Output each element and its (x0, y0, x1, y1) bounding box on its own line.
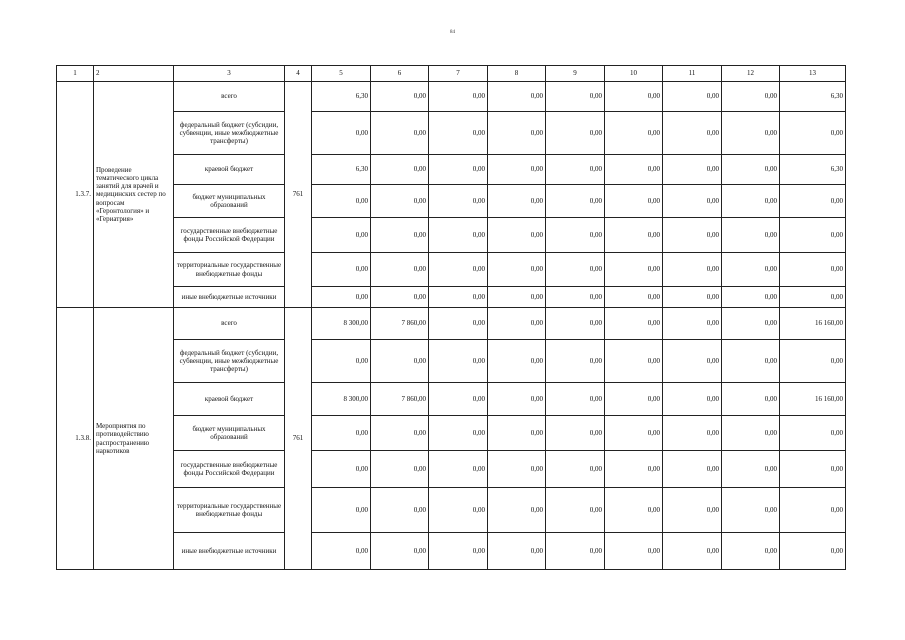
item-code: 1.3.8. (57, 308, 94, 570)
value-cell: 0,00 (488, 416, 546, 451)
value-cell: 0,00 (663, 155, 722, 185)
value-cell: 0,00 (663, 185, 722, 218)
value-cell: 0,00 (780, 451, 846, 488)
value-cell: 0,00 (371, 340, 429, 383)
funding-source: бюджет муниципальных образований (174, 185, 285, 218)
value-cell: 0,00 (371, 112, 429, 155)
table-row (57, 383, 846, 416)
value-cell: 0,00 (722, 383, 780, 416)
value-cell: 0,00 (663, 533, 722, 570)
value-cell: 0,00 (488, 308, 546, 340)
funding-source: государственные внебюджетные фонды Российской Федерации (174, 218, 285, 253)
value-cell: 0,00 (429, 488, 488, 533)
value-cell: 0,00 (371, 218, 429, 253)
table-row (57, 155, 846, 185)
value-cell: 0,00 (780, 112, 846, 155)
value-cell: 0,00 (371, 488, 429, 533)
funding-source: территориальные государственные внебюджетные фонды (174, 253, 285, 287)
value-cell: 0,00 (780, 253, 846, 287)
value-cell: 0,00 (312, 218, 371, 253)
value-cell: 8 300,00 (312, 308, 371, 340)
value-cell: 0,00 (605, 218, 663, 253)
funding-source: всего (174, 308, 285, 340)
funding-source: иные внебюджетные источники (174, 287, 285, 308)
value-cell: 0,00 (605, 308, 663, 340)
header-cell: 7 (429, 66, 488, 82)
value-cell: 0,00 (722, 155, 780, 185)
value-cell: 0,00 (546, 340, 605, 383)
value-cell: 7 860,00 (371, 383, 429, 416)
header-cell: 6 (371, 66, 429, 82)
value-cell: 0,00 (546, 308, 605, 340)
funding-source: федеральный бюджет (субсидии, субвенции, иные межбюджетные трансферты) (174, 112, 285, 155)
item-name: Мероприятия по противодействию распространению наркотиков (94, 308, 174, 570)
value-cell: 0,00 (663, 253, 722, 287)
value-cell: 0,00 (663, 383, 722, 416)
value-cell: 0,00 (488, 218, 546, 253)
funding-source: территориальные государственные внебюджетные фонды (174, 488, 285, 533)
value-cell: 0,00 (663, 287, 722, 308)
value-cell: 0,00 (605, 287, 663, 308)
value-cell: 0,00 (546, 451, 605, 488)
value-cell: 0,00 (722, 308, 780, 340)
value-cell: 16 160,00 (780, 383, 846, 416)
value-cell: 0,00 (546, 533, 605, 570)
value-cell: 0,00 (722, 82, 780, 112)
header-cell: 1 (57, 66, 94, 82)
value-cell: 0,00 (312, 253, 371, 287)
value-cell: 0,00 (312, 112, 371, 155)
value-cell: 0,00 (312, 185, 371, 218)
table-row (57, 82, 846, 112)
funding-source: федеральный бюджет (субсидии, субвенции, иные межбюджетные трансферты) (174, 340, 285, 383)
value-cell: 0,00 (429, 112, 488, 155)
value-cell: 0,00 (722, 340, 780, 383)
value-cell: 0,00 (663, 112, 722, 155)
value-cell: 0,00 (546, 383, 605, 416)
item-name: Проведение тематического цикла занятий для врачей и медицинских сестер по вопросам «Геронтология» и «Гериатрия» (94, 82, 174, 308)
value-cell: 0,00 (371, 253, 429, 287)
value-cell: 0,00 (488, 185, 546, 218)
value-cell: 0,00 (429, 533, 488, 570)
header-cell: 3 (174, 66, 285, 82)
value-cell: 0,00 (663, 218, 722, 253)
value-cell: 0,00 (429, 383, 488, 416)
value-cell: 0,00 (371, 185, 429, 218)
value-cell: 0,00 (605, 340, 663, 383)
value-cell: 0,00 (722, 112, 780, 155)
value-cell: 0,00 (722, 451, 780, 488)
funding-source: краевой бюджет (174, 155, 285, 185)
header-cell: 12 (722, 66, 780, 82)
value-cell: 0,00 (722, 416, 780, 451)
value-cell: 0,00 (605, 451, 663, 488)
item-kod: 761 (285, 82, 312, 308)
header-cell: 8 (488, 66, 546, 82)
value-cell: 0,00 (722, 287, 780, 308)
value-cell: 0,00 (722, 253, 780, 287)
value-cell: 0,00 (722, 185, 780, 218)
value-cell: 0,00 (722, 218, 780, 253)
value-cell: 0,00 (312, 287, 371, 308)
value-cell: 0,00 (663, 488, 722, 533)
value-cell: 0,00 (312, 451, 371, 488)
value-cell: 0,00 (429, 218, 488, 253)
value-cell: 0,00 (371, 287, 429, 308)
value-cell: 6,30 (312, 155, 371, 185)
value-cell: 6,30 (780, 82, 846, 112)
value-cell: 0,00 (546, 185, 605, 218)
value-cell: 0,00 (780, 185, 846, 218)
table-row (57, 340, 846, 383)
value-cell: 0,00 (488, 451, 546, 488)
item-code: 1.3.7. (57, 82, 94, 308)
funding-source: краевой бюджет (174, 383, 285, 416)
value-cell: 0,00 (605, 383, 663, 416)
table-row (57, 416, 846, 451)
value-cell: 0,00 (546, 155, 605, 185)
value-cell: 0,00 (546, 253, 605, 287)
table-row (57, 218, 846, 253)
value-cell: 0,00 (429, 82, 488, 112)
value-cell: 0,00 (605, 82, 663, 112)
value-cell: 0,00 (546, 82, 605, 112)
value-cell: 0,00 (371, 155, 429, 185)
value-cell: 0,00 (371, 416, 429, 451)
funding-source: иные внебюджетные источники (174, 533, 285, 570)
value-cell: 0,00 (663, 340, 722, 383)
value-cell: 0,00 (429, 308, 488, 340)
header-cell: 9 (546, 66, 605, 82)
value-cell: 0,00 (488, 155, 546, 185)
value-cell: 0,00 (546, 218, 605, 253)
table-row (57, 287, 846, 308)
value-cell: 0,00 (780, 488, 846, 533)
value-cell: 0,00 (312, 488, 371, 533)
value-cell: 0,00 (546, 488, 605, 533)
value-cell: 0,00 (429, 451, 488, 488)
value-cell: 6,30 (780, 155, 846, 185)
value-cell: 0,00 (605, 253, 663, 287)
budget-table (56, 65, 846, 570)
value-cell: 0,00 (605, 155, 663, 185)
value-cell: 8 300,00 (312, 383, 371, 416)
value-cell: 0,00 (780, 287, 846, 308)
funding-source: всего (174, 82, 285, 112)
table-row (57, 451, 846, 488)
value-cell: 0,00 (722, 533, 780, 570)
value-cell: 0,00 (546, 112, 605, 155)
value-cell: 0,00 (663, 416, 722, 451)
value-cell: 0,00 (371, 82, 429, 112)
value-cell: 0,00 (546, 416, 605, 451)
header-cell: 5 (312, 66, 371, 82)
page-number: 84 (450, 30, 455, 35)
value-cell: 0,00 (312, 340, 371, 383)
value-cell: 7 860,00 (371, 308, 429, 340)
value-cell: 0,00 (780, 533, 846, 570)
value-cell: 0,00 (546, 287, 605, 308)
header-cell: 10 (605, 66, 663, 82)
table-row (57, 488, 846, 533)
value-cell: 0,00 (605, 112, 663, 155)
value-cell: 0,00 (429, 185, 488, 218)
value-cell: 0,00 (429, 340, 488, 383)
value-cell: 0,00 (312, 416, 371, 451)
value-cell: 0,00 (488, 253, 546, 287)
value-cell: 0,00 (722, 488, 780, 533)
value-cell: 0,00 (488, 82, 546, 112)
funding-source: государственные внебюджетные фонды Российской Федерации (174, 451, 285, 488)
value-cell: 0,00 (488, 340, 546, 383)
header-cell: 13 (780, 66, 846, 82)
value-cell: 0,00 (488, 533, 546, 570)
value-cell: 0,00 (429, 155, 488, 185)
item-kod: 761 (285, 308, 312, 570)
value-cell: 0,00 (605, 488, 663, 533)
value-cell: 0,00 (488, 112, 546, 155)
header-cell: 11 (663, 66, 722, 82)
value-cell: 0,00 (780, 218, 846, 253)
value-cell: 0,00 (663, 451, 722, 488)
value-cell: 0,00 (780, 416, 846, 451)
value-cell: 16 160,00 (780, 308, 846, 340)
value-cell: 0,00 (605, 533, 663, 570)
value-cell: 0,00 (488, 287, 546, 308)
table-row (57, 533, 846, 570)
value-cell: 0,00 (312, 533, 371, 570)
value-cell: 0,00 (663, 308, 722, 340)
value-cell: 0,00 (605, 185, 663, 218)
table-row (57, 185, 846, 218)
header-cell: 2 (94, 66, 174, 82)
value-cell: 0,00 (371, 451, 429, 488)
table-row (57, 112, 846, 155)
header-cell: 4 (285, 66, 312, 82)
header-row (57, 66, 846, 82)
value-cell: 0,00 (780, 340, 846, 383)
value-cell: 0,00 (488, 488, 546, 533)
value-cell: 6,30 (312, 82, 371, 112)
value-cell: 0,00 (663, 82, 722, 112)
table-row (57, 253, 846, 287)
value-cell: 0,00 (429, 416, 488, 451)
value-cell: 0,00 (488, 383, 546, 416)
table-row (57, 308, 846, 340)
value-cell: 0,00 (429, 253, 488, 287)
value-cell: 0,00 (371, 533, 429, 570)
value-cell: 0,00 (605, 416, 663, 451)
funding-source: бюджет муниципальных образований (174, 416, 285, 451)
value-cell: 0,00 (429, 287, 488, 308)
